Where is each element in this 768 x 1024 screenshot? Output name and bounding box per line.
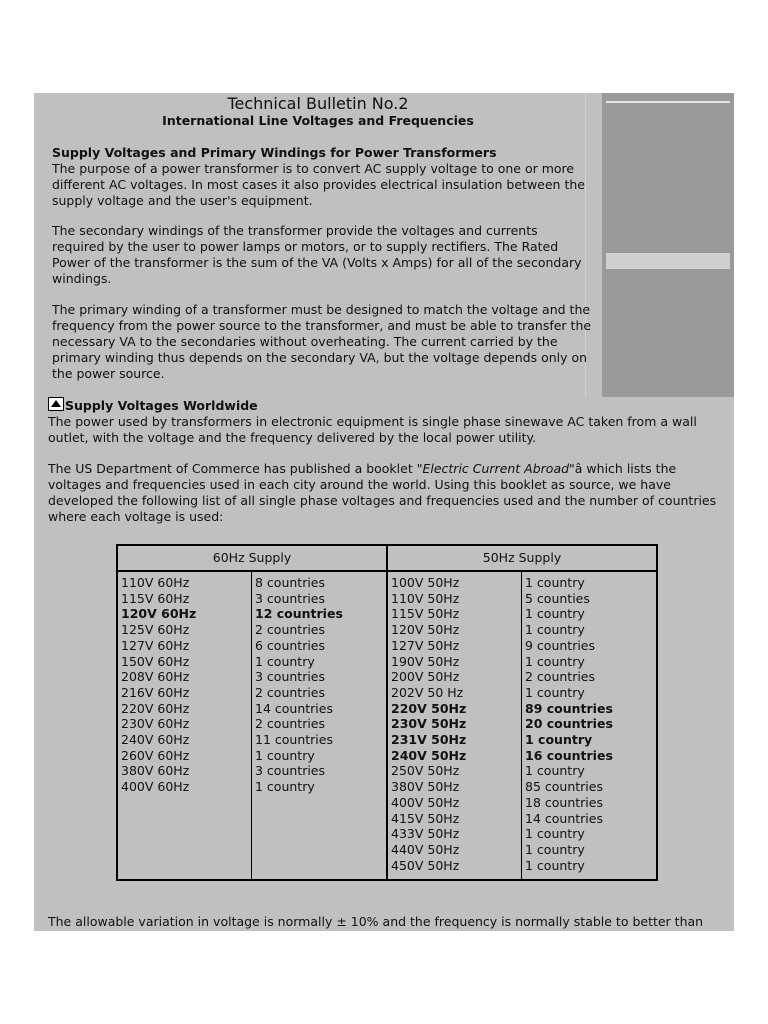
table-cell: 400V 60Hz xyxy=(121,779,190,795)
booklet-title: "Electric Current Abroad" xyxy=(416,461,575,476)
table-cell: 240V 60Hz xyxy=(121,732,190,748)
table-cell: 110V 50Hz xyxy=(391,590,460,606)
table-cell: 190V 50Hz xyxy=(391,653,460,669)
column-60hz-voltage xyxy=(117,571,252,880)
column-60hz-countries xyxy=(252,571,388,880)
table-cell: 115V 60Hz xyxy=(121,590,190,606)
table-cell: 20 countries xyxy=(525,716,613,732)
paragraph: The secondary windings of the transformer provide the voltages and currents required by the user to power lamps or motors, or to supply rectifiers. The Rated Power of the transformer is the sum of the VA (Volts x Amps) for all of the secondary windings. xyxy=(52,223,582,286)
table-cell: 1 country xyxy=(255,747,315,763)
table-cell: 433V 50Hz xyxy=(391,826,460,842)
table-cell: 3 countries xyxy=(255,763,326,779)
table-cell: 11 countries xyxy=(255,732,333,748)
table-cell: 1 country xyxy=(525,763,585,779)
table-cell: 2 countries xyxy=(255,622,326,638)
header-50hz: 50Hz Supply xyxy=(387,545,657,571)
section-booklet xyxy=(48,461,724,525)
table-cell: 127V 60Hz xyxy=(121,637,190,653)
column-50hz-countries xyxy=(522,571,658,880)
table-cell: 1 country xyxy=(525,622,585,638)
table-cell: 202V 50 Hz xyxy=(391,684,464,700)
table-cell: 230V 50Hz xyxy=(391,716,467,732)
sidebar-panel xyxy=(602,93,734,397)
table-cell: 1 country xyxy=(525,857,585,873)
paragraph: The power used by transformers in electronic equipment is single phase sinewave AC taken from a wall outlet, with the voltage and the frequency delivered by the local power utility. xyxy=(48,414,697,445)
table-cell: 125V 60Hz xyxy=(121,622,190,638)
table-cell: 220V 60Hz xyxy=(121,700,190,716)
table-cell: 2 countries xyxy=(255,684,326,700)
table-cell: 115V 50Hz xyxy=(391,606,460,622)
table-cell: 110V 60Hz xyxy=(121,575,190,590)
table-cell: 240V 50Hz xyxy=(391,747,467,763)
table-cell: 1 country xyxy=(525,606,585,622)
table-cell: 1 country xyxy=(525,653,585,669)
table-cell: 3 countries xyxy=(255,669,326,685)
column-50hz-voltage xyxy=(387,571,522,880)
table-cell: 2 countries xyxy=(525,669,596,685)
table-cell: 250V 50Hz xyxy=(391,763,460,779)
title-block xyxy=(34,94,602,129)
table-cell: 1 country xyxy=(525,575,585,590)
table-cell: 200V 50Hz xyxy=(391,669,460,685)
paragraph: The US Department of Commerce has published a booklet "Electric Current Abroad"â which lists the voltages and frequencies used in each city around the world. Using this booklet as source, we have developed the following list of all single phase voltages and frequencies used and the number of countries where each voltage is used: xyxy=(48,461,717,524)
table-cell: 231V 50Hz xyxy=(391,732,467,748)
table-cell: 89 countries xyxy=(525,700,613,716)
table-cell: 12 countries xyxy=(255,606,343,622)
table-cell: 380V 50Hz xyxy=(391,779,460,795)
bulletin-page xyxy=(34,93,734,931)
table-cell: 440V 50Hz xyxy=(391,841,460,857)
table-cell: 5 counties xyxy=(525,590,590,606)
sidebar-band xyxy=(606,253,730,269)
table-cell: 18 countries xyxy=(525,794,603,810)
table-cell: 400V 50Hz xyxy=(391,794,460,810)
table-cell: 220V 50Hz xyxy=(391,700,467,716)
table-cell: 9 countries xyxy=(525,637,596,653)
footer-paragraph xyxy=(48,914,734,930)
section-supply-worldwide xyxy=(48,397,724,446)
table-cell: 1 country xyxy=(255,779,315,795)
table-cell: 16 countries xyxy=(525,747,613,763)
page-title: Technical Bulletin No.2 xyxy=(227,94,409,113)
table-cell: 1 country xyxy=(525,732,593,748)
paragraph: The purpose of a power transformer is to convert AC supply voltage to one or more different AC voltages. In most cases it also provides electrical insulation between the supply voltage and the user's equipment. xyxy=(52,161,585,208)
table-cell: 120V 50Hz xyxy=(391,622,460,638)
table-cell: 85 countries xyxy=(525,779,603,795)
up-arrow-icon[interactable] xyxy=(48,397,64,411)
section-primary-design xyxy=(52,302,592,382)
voltage-table xyxy=(116,544,658,881)
table-cell: 120V 60Hz xyxy=(121,606,197,622)
section-heading: Supply Voltages Worldwide xyxy=(65,398,258,413)
section-secondary-windings xyxy=(52,223,592,287)
table-cell: 127V 50Hz xyxy=(391,637,460,653)
section-heading: Supply Voltages and Primary Windings for Power Transformers xyxy=(52,145,497,160)
page-subtitle: International Line Voltages and Frequencies xyxy=(162,113,474,128)
table-cell: 1 country xyxy=(525,684,585,700)
table-cell: 100V 50Hz xyxy=(391,575,460,590)
table-cell: 150V 60Hz xyxy=(121,653,190,669)
table-cell: 450V 50Hz xyxy=(391,857,460,873)
paragraph: The primary winding of a transformer must be designed to match the voltage and the frequency from the power source to the transformer, and must be able to transfer the necessary VA to the secondaries without overheating. The current carried by the primary winding thus depends on the secondary VA, but the voltage depends only on the power source. xyxy=(52,302,592,381)
table-cell: 3 countries xyxy=(255,590,326,606)
table-cell: 1 country xyxy=(525,841,585,857)
table-cell: 2 countries xyxy=(255,716,326,732)
table-cell: 208V 60Hz xyxy=(121,669,190,685)
section-primary-windings xyxy=(52,145,592,209)
table-cell: 415V 50Hz xyxy=(391,810,460,826)
table-cell: 260V 60Hz xyxy=(121,747,190,763)
sidebar-rule xyxy=(606,101,730,103)
header-60hz: 60Hz Supply xyxy=(117,545,387,571)
table-cell: 216V 60Hz xyxy=(121,684,190,700)
table-cell: 230V 60Hz xyxy=(121,716,190,732)
paragraph: The allowable variation in voltage is normally ± 10% and the frequency is normally stable to better than xyxy=(48,914,704,929)
table-cell: 380V 60Hz xyxy=(121,763,190,779)
table-cell: 1 country xyxy=(255,653,315,669)
table-cell: 8 countries xyxy=(255,575,326,590)
table-cell: 1 country xyxy=(525,826,585,842)
table-cell: 6 countries xyxy=(255,637,326,653)
table-cell: 14 countries xyxy=(525,810,603,826)
table-cell: 14 countries xyxy=(255,700,333,716)
